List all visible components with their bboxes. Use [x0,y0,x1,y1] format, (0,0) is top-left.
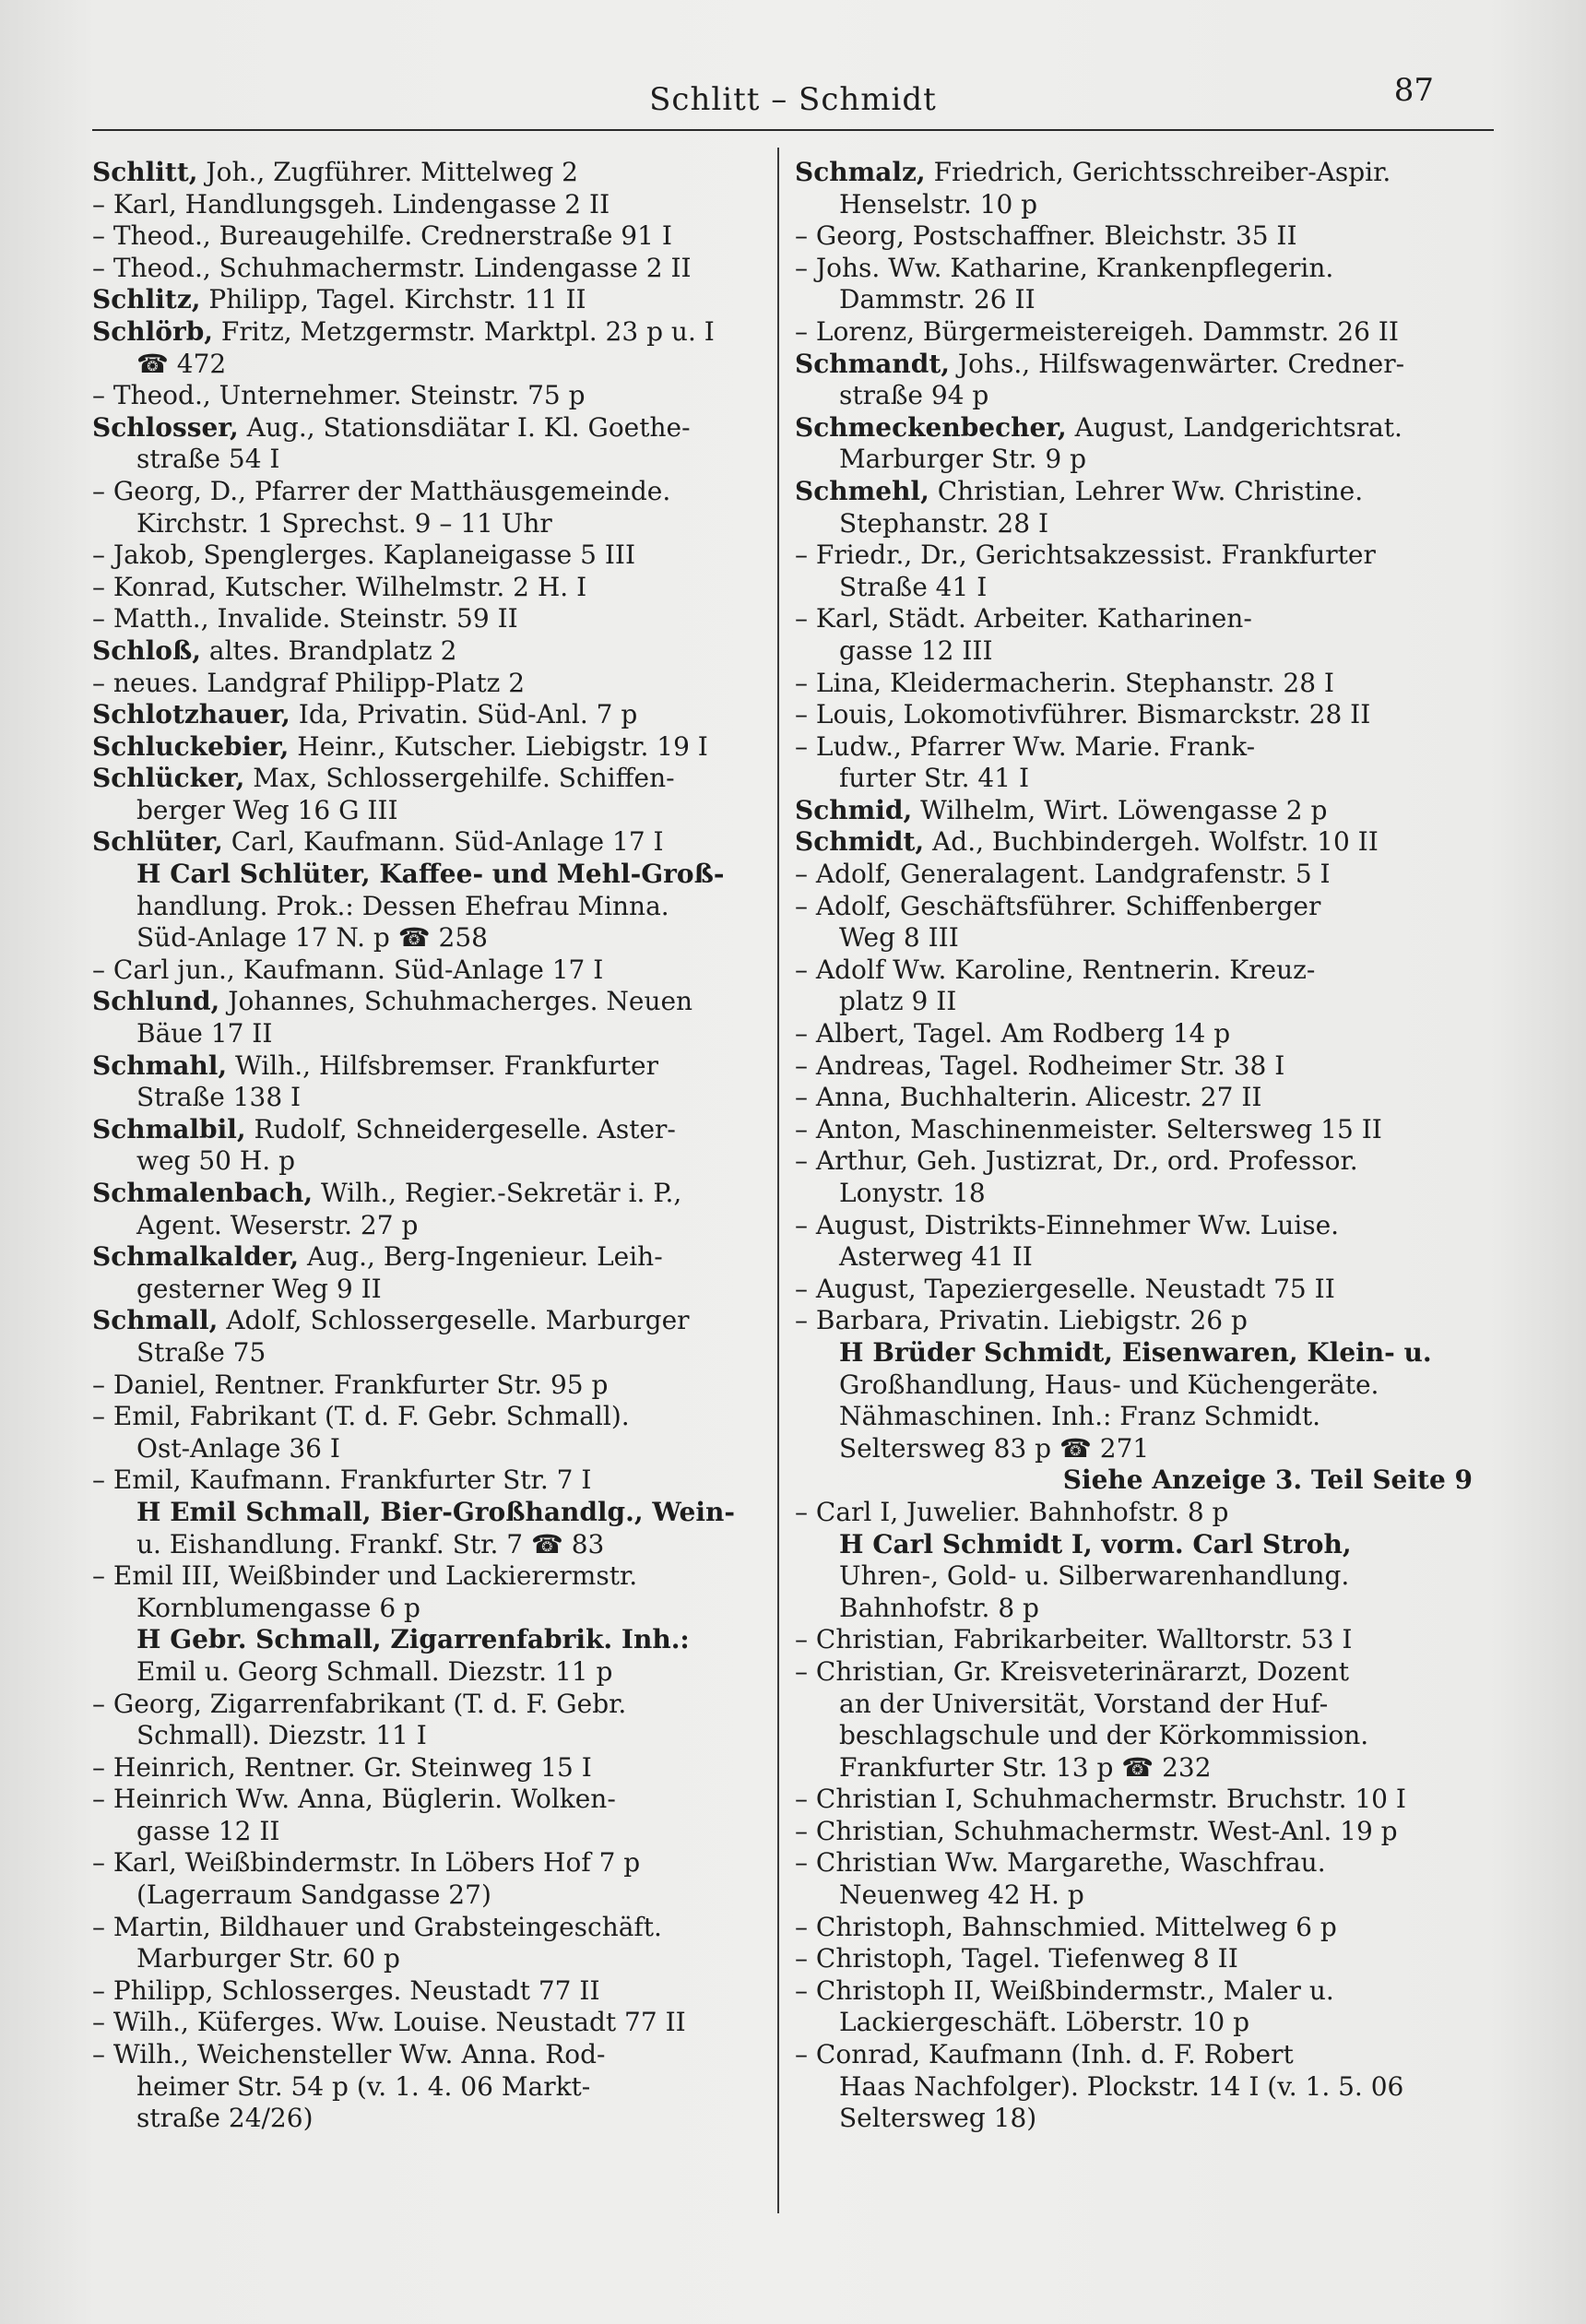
directory-entry [795,476,1473,540]
entry-line: handlung. Prok.: Dessen Ehefrau Minna. [136,890,669,921]
entry-line: Schmid, Wilhelm, Wirt. Löwengasse 2 p [795,794,1328,825]
page-number: 87 [1393,72,1434,109]
entry-line: – August, Distrikts-Einnehmer Ww. Luise. [795,1210,1473,1242]
entry-line: – Christian, Gr. Kreisveterinärarzt, Dozent [795,1656,1473,1689]
entry-line: – Christoph, Tagel. Tiefenweg 8 II [795,1943,1473,1975]
entry-line: – Christoph II, Weißbindermstr., Maler u. [795,1975,1473,2008]
directory-entry [795,349,1473,412]
entry-line: Schmall). Diezstr. 11 I [136,1720,427,1751]
entry-line: – Matth., Invalide. Steinstr. 59 II [92,603,770,635]
entry-line: – Ludw., Pfarrer Ww. Marie. Frank- [795,731,1473,764]
directory-entry [92,1178,770,1241]
directory-entry [92,1912,770,1975]
entry-line: Schmidt, Ad., Buchbindergeh. Wolfstr. 10 II [795,826,1379,858]
directory-entry [92,635,770,668]
entry-line: – Adolf, Generalagent. Landgrafenstr. 5 I [795,859,1473,891]
entry-line: – Barbara, Privatin. Liebigstr. 26 p [795,1305,1473,1337]
entry-line: Agent. Weserstr. 27 p [136,1209,419,1240]
directory-entry [92,1305,770,1369]
entry-line: – Anna, Buchhalterin. Alicestr. 27 II [795,1082,1473,1114]
entry-line: Henselstr. 10 p [839,188,1038,219]
entry-line: Schlörb, Fritz, Metzgermstr. Marktpl. 23 p u. I [92,315,715,347]
entry-line: Emil u. Georg Schmall. Diezstr. 11 p [136,1655,613,1687]
directory-entry [92,412,770,476]
entry-line: – Adolf, Geschäftsführer. Schiffenberger [795,891,1473,923]
entry-line: – Christoph, Bahnschmied. Mittelweg 6 p [795,1912,1473,1944]
entry-line: Lackiergeschäft. Löberstr. 10 p [839,2007,1250,2038]
directory-entry [795,1082,1473,1114]
directory-entry [92,1975,770,2008]
directory-entry [795,1018,1473,1050]
directory-entry [795,1529,1473,1625]
entry-line: – Emil, Kaufmann. Frankfurter Str. 7 I [92,1464,770,1497]
entry-line: Schlüter, Carl, Kaufmann. Süd-Anlage 17 I [92,826,664,858]
entry-line: – Theod., Schuhmachermstr. Lindengasse 2 II [92,253,770,285]
entry-line: (Lagerraum Sandgasse 27) [136,1879,491,1911]
entry-line: an der Universität, Vorstand der Huf- [839,1688,1329,1719]
entry-line: Siehe Anzeige 3. Teil Seite 9 [1062,1464,1473,1496]
directory-entry [795,891,1473,954]
entry-line: – Conrad, Kaufmann (Inh. d. F. Robert [795,2039,1473,2071]
entry-line: – Arthur, Geh. Justizrat, Dr., ord. Professor. [795,1145,1473,1178]
entry-line: Schluckebier, Heinr., Kutscher. Liebigstr. 19 I [92,730,708,762]
directory-entry [795,1210,1473,1274]
entry-line: Lonystr. 18 [839,1178,986,1208]
entry-line: – Lina, Kleidermacherin. Stephanstr. 28 I [795,668,1473,700]
directory-entry [92,699,770,731]
directory-entry [92,1241,770,1305]
entry-line: beschlagschule und der Körkommission. [839,1720,1369,1751]
entry-line: Schmehl, Christian, Lehrer Ww. Christine. [795,475,1364,506]
directory-entry [795,1912,1473,1944]
directory-entry [92,603,770,635]
entry-line: – Carl I, Juwelier. Bahnhofstr. 8 p [795,1497,1473,1529]
directory-entry [795,1274,1473,1306]
entry-line: Frankfurter Str. 13 p ☎ 232 [839,1751,1212,1783]
directory-entry [795,1305,1473,1337]
entry-line: H Brüder Schmidt, Eisenwaren, Klein- u. [795,1337,1473,1370]
directory-entry [795,603,1473,667]
entry-line: – Jakob, Spenglerges. Kaplaneigasse 5 III [92,540,770,572]
directory-entry [795,954,1473,1018]
page-header [0,72,1586,127]
directory-entry [795,668,1473,700]
entry-line: Marburger Str. 60 p [136,1943,400,1974]
directory-entry [92,1114,770,1178]
entry-line: – Emil III, Weißbinder und Lackierermstr. [92,1560,770,1593]
directory-entry [92,1464,770,1497]
entry-line: – Heinrich, Rentner. Gr. Steinweg 15 I [92,1752,770,1784]
entry-line: Schlosser, Aug., Stationsdiätar I. Kl. Goethe- [92,411,691,443]
entry-line: Straße 41 I [839,571,988,602]
entry-line: furter Str. 41 I [839,763,1030,794]
directory-entry [795,220,1473,253]
entry-line: u. Eishandlung. Frankf. Str. 7 ☎ 83 [136,1528,605,1559]
entry-line: Bäue 17 II [136,1018,273,1049]
directory-entry [92,731,770,764]
directory-entry [92,1752,770,1784]
entry-line: Schmandt, Johs., Hilfswagenwärter. Credner- [795,348,1405,379]
entry-line: – Friedr., Dr., Gerichtsakzessist. Frankfurter [795,540,1473,572]
entry-line: – Anton, Maschinenmeister. Seltersweg 15 II [795,1114,1473,1146]
entry-line: Süd-Anlage 17 N. p ☎ 258 [136,922,488,954]
directory-entry [795,826,1473,859]
entry-line: – Wilh., Küferges. Ww. Louise. Neustadt 77 II [92,2007,770,2039]
entry-line: – Albert, Tagel. Am Rodberg 14 p [795,1018,1473,1050]
directory-entry [795,1145,1473,1209]
directory-entry [92,2039,770,2135]
entry-line: – Christian, Schuhmachermstr. West-Anl. 19 p [795,1816,1473,1848]
entry-line: – Heinrich Ww. Anna, Büglerin. Wolken- [92,1784,770,1816]
entry-line: – Theod., Bureaugehilfe. Crednerstraße 91 I [92,220,770,253]
entry-line: Seltersweg 18) [839,2103,1037,2134]
entry-line: Seltersweg 83 p ☎ 271 [839,1432,1150,1464]
directory-entry [92,1847,770,1911]
directory-entry [795,1337,1473,1464]
directory-entry [92,572,770,604]
entry-line: Nähmaschinen. Inh.: Franz Schmidt. [839,1401,1320,1432]
entry-line: Straße 75 [136,1336,266,1368]
entry-line: – Emil, Fabrikant (T. d. F. Gebr. Schmall). [92,1401,770,1433]
entry-line: – Philipp, Schlosserges. Neustadt 77 II [92,1975,770,2008]
directory-entry [92,189,770,221]
running-title: Schlitt – Schmidt [649,81,937,118]
entry-line: Schmahl, Wilh., Hilfsbremser. Frankfurter [92,1049,659,1081]
entry-line: Weg 8 III [839,922,959,954]
directory-entry [92,476,770,540]
entry-line: – Andreas, Tagel. Rodheimer Str. 38 I [795,1050,1473,1083]
entry-line: Schmall, Adolf, Schlossergeselle. Marburger [92,1305,690,1336]
directory-entry [92,763,770,826]
entry-line: gasse 12 III [839,634,993,666]
directory-entry [795,540,1473,603]
directory-entry [92,540,770,572]
entry-line: Stephanstr. 28 I [839,507,1049,539]
entry-line: gesterner Weg 9 II [136,1273,382,1304]
entry-line: Schlücker, Max, Schlossergehilfe. Schiffen- [92,763,675,794]
entry-line: Schmeckenbecher, August, Landgerichtsrat. [795,411,1403,443]
entry-line: H Gebr. Schmall, Zigarrenfabrik. Inh.: [92,1624,770,1656]
entry-line: Dammstr. 26 II [839,284,1036,315]
entry-line: Kornblumengasse 6 p [136,1592,420,1623]
entry-line: straße 24/26) [136,2103,314,2134]
entry-line: – Carl jun., Kaufmann. Süd-Anlage 17 I [92,954,770,987]
entry-line: Schlotzhauer, Ida, Privatin. Süd-Anl. 7 p [92,699,638,730]
right-column [795,157,1473,2135]
entry-line: – Wilh., Weichensteller Ww. Anna. Rod- [92,2039,770,2071]
entry-line: Schlund, Johannes, Schuhmacherges. Neuen [92,986,693,1017]
directory-entry [92,220,770,253]
directory-entry [795,1943,1473,1975]
entry-line: Neuenweg 42 H. p [839,1879,1084,1911]
entry-line: Haas Nachfolger). Plockstr. 14 I (v. 1. 5. 06 [839,2070,1404,2102]
entry-line: – neues. Landgraf Philipp-Platz 2 [92,668,770,700]
directory-entry [92,157,770,189]
directory-entry [795,157,1473,220]
entry-line: – Daniel, Rentner. Frankfurter Str. 95 p [92,1370,770,1402]
entry-line: H Carl Schlüter, Kaffee- und Mehl-Groß- [92,859,770,891]
directory-entry [795,1656,1473,1784]
header-rule [92,129,1494,131]
directory-entry [795,859,1473,891]
entry-line: Schloß, altes. Brandplatz 2 [92,634,457,666]
entry-line: Kirchstr. 1 Sprechst. 9 – 11 Uhr [136,507,552,539]
directory-entry [92,668,770,700]
directory-entry [795,2039,1473,2135]
entry-line: Bahnhofstr. 8 p [839,1592,1039,1623]
entry-line: platz 9 II [839,986,957,1017]
entry-line: – Adolf Ww. Karoline, Rentnerin. Kreuz- [795,954,1473,987]
entry-line: berger Weg 16 G III [136,794,398,825]
entry-line: straße 54 I [136,444,280,475]
directory-entry [92,1689,770,1752]
directory-entry [795,731,1473,795]
entry-line: Ost-Anlage 36 I [136,1432,340,1464]
directory-entry [795,412,1473,476]
entry-line: Schmalbil, Rudolf, Schneidergeselle. Aster- [92,1113,676,1144]
directory-entry [92,253,770,285]
directory-entry [795,1847,1473,1911]
entry-line: ☎ 472 [136,348,227,379]
entry-line: weg 50 H. p [136,1145,296,1177]
directory-entry [795,1497,1473,1529]
directory-entry [92,316,770,380]
entry-line: Schlitz, Philipp, Tagel. Kirchstr. 11 II [92,284,586,315]
directory-entry [92,826,770,859]
entry-line: – Louis, Lokomotivführer. Bismarckstr. 28 II [795,699,1473,731]
directory-entry [92,954,770,987]
entry-line: Großhandlung, Haus- und Küchengeräte. [839,1369,1379,1400]
directory-entry [795,699,1473,731]
directory-entry [92,1370,770,1402]
directory-entry [92,2007,770,2039]
directory-entry [795,1114,1473,1146]
directory-entry [795,316,1473,349]
entry-line: – Martin, Bildhauer und Grabsteingeschäft. [92,1912,770,1944]
directory-entry [92,1050,770,1114]
entry-line: – Karl, Städt. Arbeiter. Katharinen- [795,603,1473,635]
entry-line: – Theod., Unternehmer. Steinstr. 75 p [92,380,770,412]
entry-line: Schmalenbach, Wilh., Regier.-Sekretär i. P., [92,1178,682,1208]
entry-line: heimer Str. 54 p (v. 1. 4. 06 Markt- [136,2070,591,2102]
entry-line: – Konrad, Kutscher. Wilhelmstr. 2 H. I [92,572,770,604]
entry-line: Schmalz, Friedrich, Gerichtsschreiber-Aspir. [795,157,1391,187]
entry-line: – Christian, Fabrikarbeiter. Walltorstr. 53 I [795,1624,1473,1656]
entry-line: – Christian I, Schuhmachermstr. Bruchstr. 10 I [795,1784,1473,1816]
entry-line: Uhren-, Gold- u. Silberwarenhandlung. [839,1560,1350,1592]
entry-line: Marburger Str. 9 p [839,444,1087,475]
directory-entry [92,1401,770,1464]
entry-line: – Christian Ww. Margarethe, Waschfrau. [795,1847,1473,1879]
directory-entry [92,1560,770,1624]
entry-line: H Carl Schmidt I, vorm. Carl Stroh, [795,1529,1473,1561]
entry-line: straße 94 p [839,380,989,411]
directory-entry [795,795,1473,827]
entry-line: – August, Tapeziergeselle. Neustadt 75 II [795,1274,1473,1306]
entry-line: Asterweg 41 II [839,1241,1033,1273]
entry-line: gasse 12 II [136,1815,280,1846]
left-column [92,157,770,2135]
entry-line: – Karl, Weißbindermstr. In Löbers Hof 7 p [92,1847,770,1879]
directory-entry [92,986,770,1049]
directory-entry [795,1050,1473,1083]
column-divider [777,148,779,2213]
directory-entry [795,253,1473,316]
directory-entry [795,1464,1473,1497]
directory-entry [795,1784,1473,1816]
directory-entry [92,284,770,316]
directory-entry [92,380,770,412]
directory-entry [92,859,770,954]
directory-entry [92,1497,770,1560]
entry-line: – Karl, Handlungsgeh. Lindengasse 2 II [92,189,770,221]
entry-line: H Emil Schmall, Bier-Großhandlg., Wein- [92,1497,770,1529]
directory-entry [795,1624,1473,1656]
entry-line: – Johs. Ww. Katharine, Krankenpflegerin. [795,253,1473,285]
entry-line: Straße 138 I [136,1082,302,1113]
directory-entry [795,1975,1473,2039]
entry-line: – Georg, D., Pfarrer der Matthäusgemeinde. [92,476,770,508]
entry-line: Schlitt, Joh., Zugführer. Mittelweg 2 [92,157,578,187]
entry-line: – Georg, Postschaffner. Bleichstr. 35 II [795,220,1473,253]
directory-entry [92,1624,770,1688]
entry-line: – Georg, Zigarrenfabrikant (T. d. F. Gebr. [92,1689,770,1721]
directory-entry [92,1784,770,1847]
entry-line: – Lorenz, Bürgermeistereigeh. Dammstr. 26 II [795,316,1473,349]
directory-entry [795,1816,1473,1848]
entry-line: Schmalkalder, Aug., Berg-Ingenieur. Leih- [92,1241,663,1273]
